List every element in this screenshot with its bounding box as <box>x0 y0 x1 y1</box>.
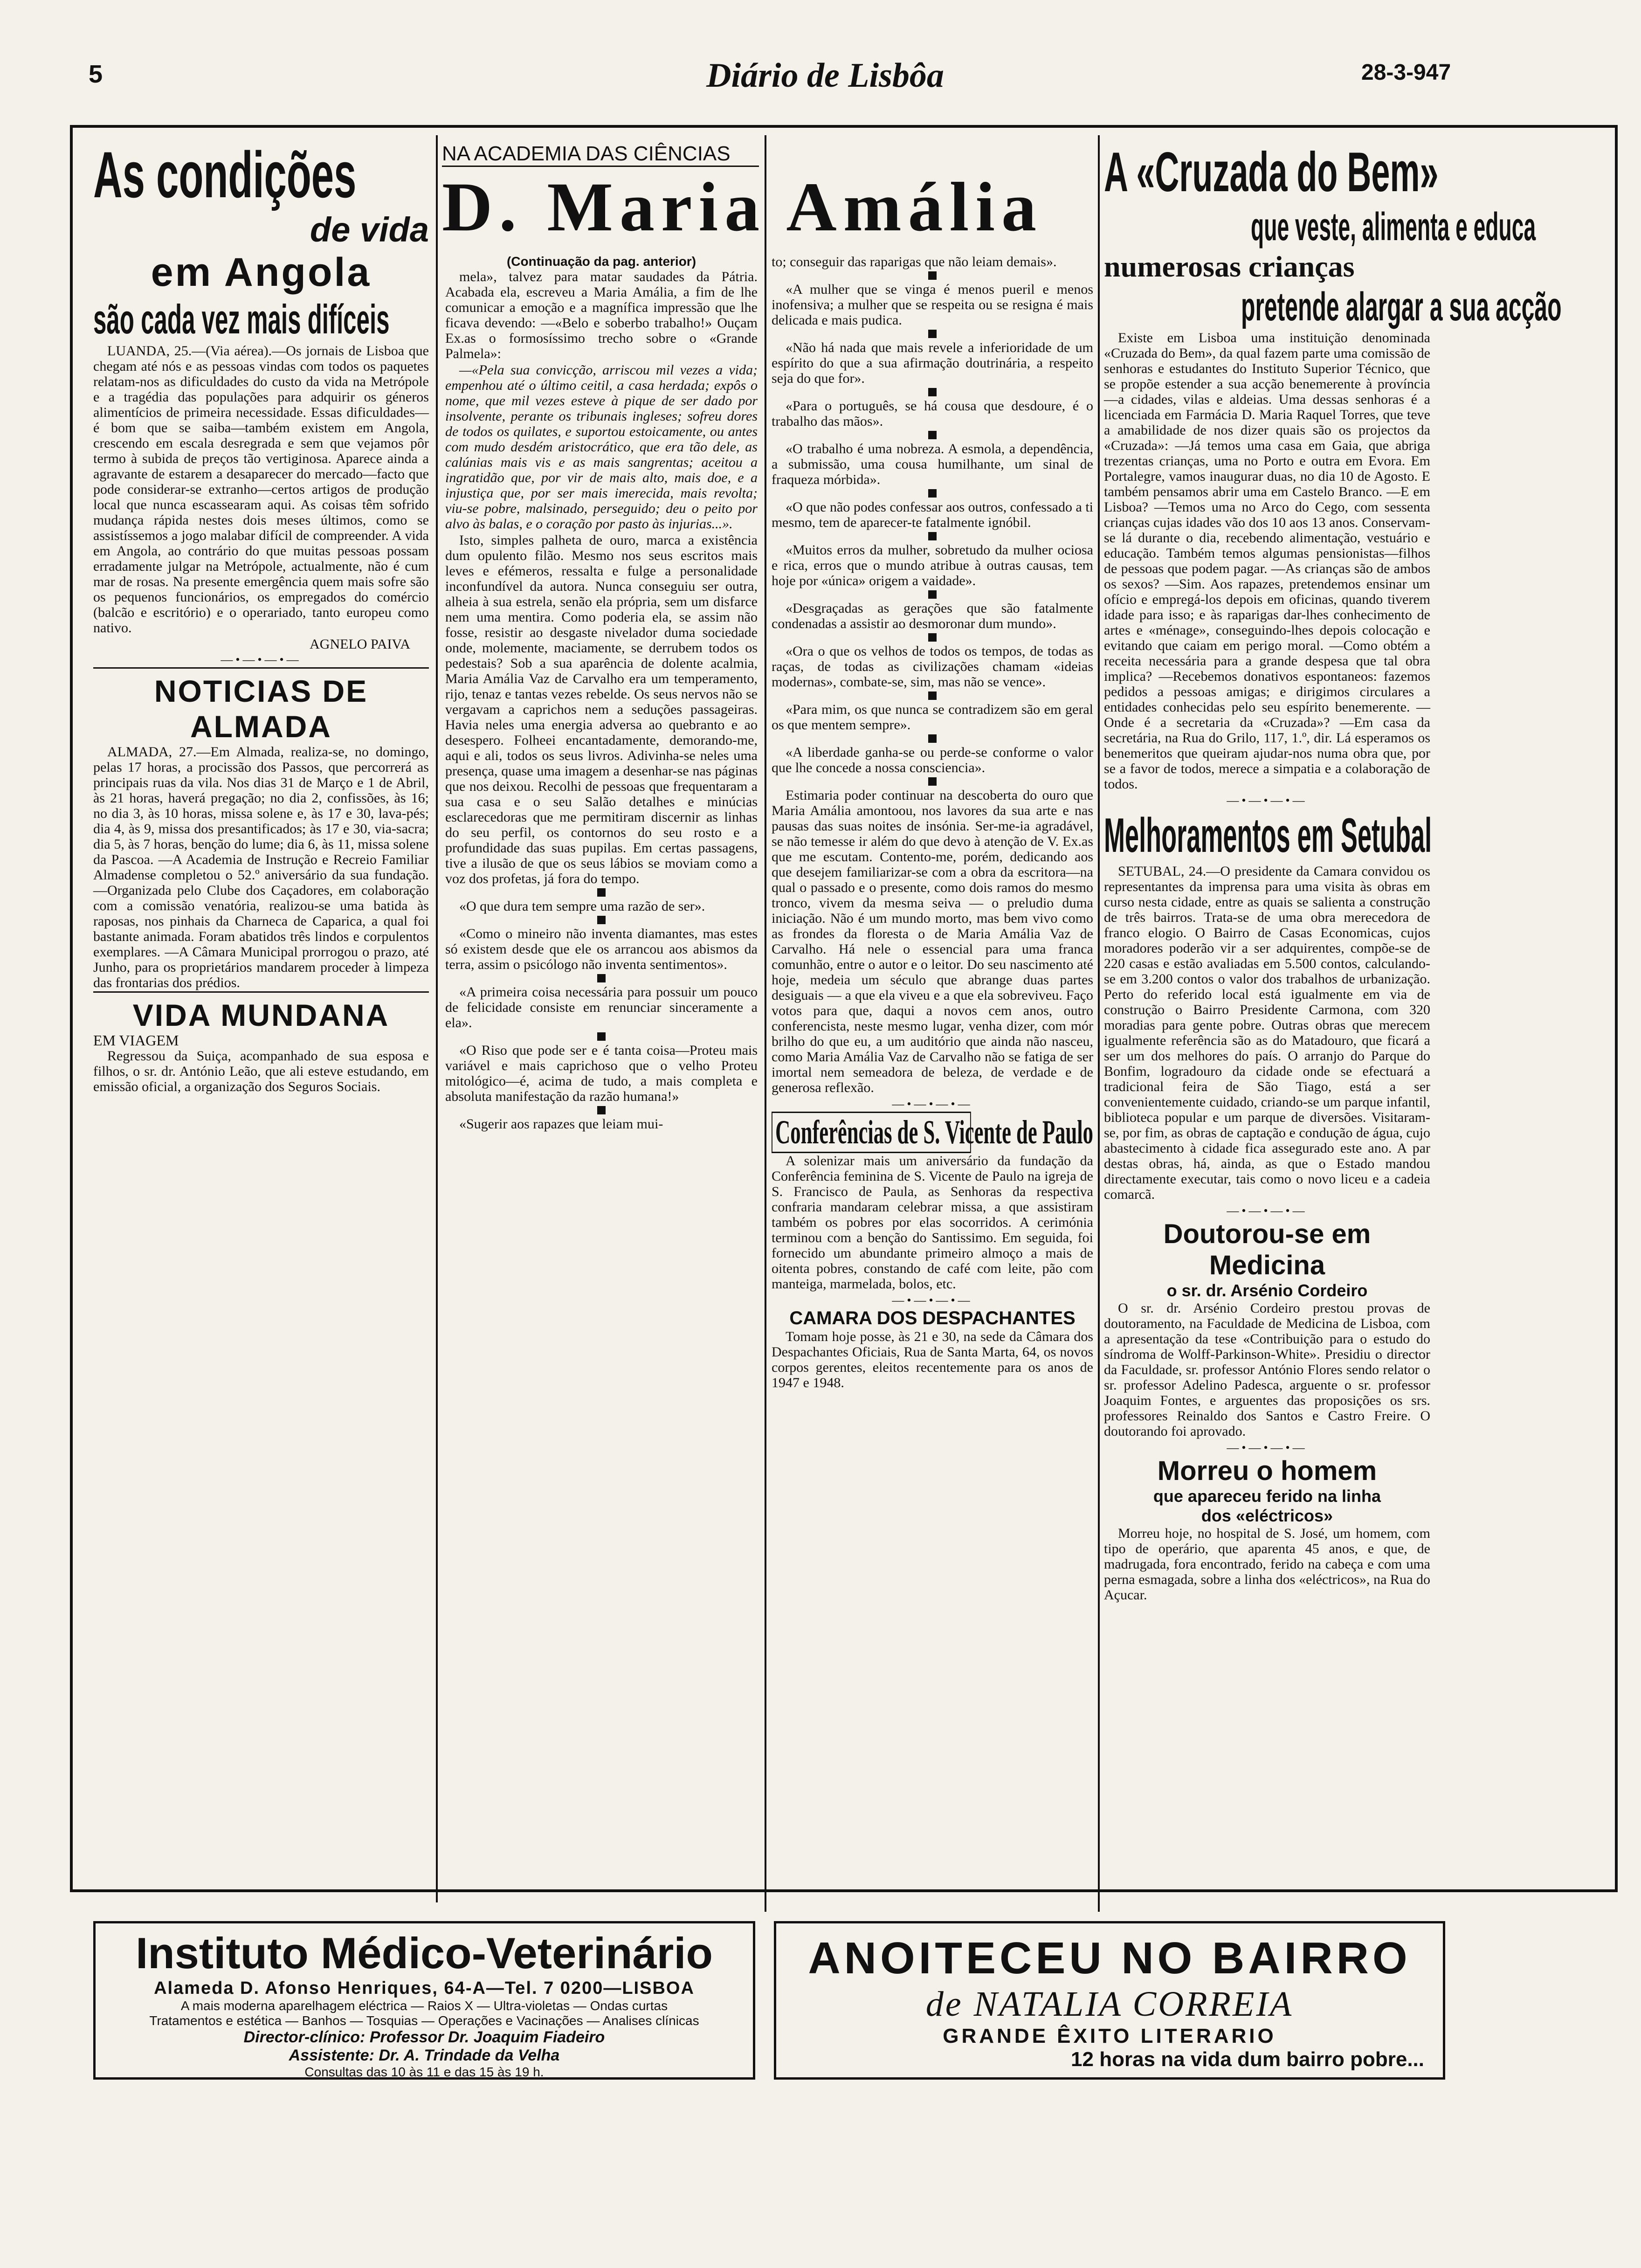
bullet-icon <box>928 590 937 599</box>
ad-director: Director-clínico: Professor Dr. Joaquim Fiadeiro <box>243 2028 605 2046</box>
issue-date: 28-3-947 <box>1361 60 1451 85</box>
ornament: —•—•—•— <box>892 1097 973 1111</box>
ornament: —•—•—•— <box>221 653 302 666</box>
article-body: ALMADA, 27.—Em Almada, realiza-se, no domingo, pelas 17 horas, a procissão dos Passos, que percorrerá as principais ruas da vila. Nos dias 31 de Março e 1 de Abril, às 21 horas, haverá pregação; no dia 2, confissões, às 16; no dia 3, às 10 horas, missa solene e, às 17 e 30, lava-pés; dia 4, às 9, missa dos presantificados; às 17 e 30, via-sacra; dia 5, às 7 horas, benção do lume; dia 6, às 11, missa solene da Pascoa. —A Academia de Instrução e Recreio Familiar Almadense completou o 52.º aniversário da sua fundação. —Organizada pelo Clube dos Caçadores, em colaboração com a comissão venatória, realizou-se uma batida às raposas, nos pinhais da Charneca de Caparica, a qual foi bastante animada. Foram abatidos três lindos e corpulentos exemplares. —A Câmara Municipal prorrogou o prazo, até Junho, para os proprietários mandarem proceder à limpeza das frontarias dos prédios. <box>93 744 429 990</box>
bullet-icon <box>928 532 937 540</box>
headline-pretende: pretende alargar a sua acção <box>1241 284 1562 329</box>
article-body: O sr. dr. Arsénio Cordeiro prestou provas de doutoramento, na Faculdade de Medicina de Lisboa, com a apresentação da tese «Contribuição para o estudo do síndroma de Wolff-Parkinson-White». Presidiu o director da Faculdade, sr. professor António Flores sendo relator o sr. professor Adelino Padesca, arguente o sr. professor Joaquim Fontes, e arguentes das proposições os srs. professores Reinaldo dos Santos e Castro Freire. O doutorando foi aprovado. <box>1104 1300 1430 1439</box>
bullet-icon <box>928 388 937 396</box>
section-head-almada: NOTICIAS DE ALMADA <box>93 667 429 744</box>
article-quote: «Ora o que os velhos de todos os tempos, de todas as raças, de todas as civilizações chamam «ideias modernas», combate-se, sim, mas não se vence». <box>772 643 1093 690</box>
headline-veste: que veste, alimenta e educa <box>1251 205 1536 249</box>
headline-cruzada: A «Cruzada do Bem» <box>1104 141 1439 203</box>
column-divider <box>765 135 766 1912</box>
ad-author: de NATALIA CORREIA <box>925 1984 1294 2024</box>
subhead-cordeiro: o sr. dr. Arsénio Cordeiro <box>1166 1281 1368 1300</box>
ad-anoiteceu <box>774 1921 1445 2080</box>
article-quote: «Como o mineiro não inventa diamantes, mas estes só existem desde que ele os arrancou aos abismos da terra, assim o psicólogo não inventa sentimentos». <box>445 926 758 972</box>
column-angola <box>93 140 429 1902</box>
article-quote: «A liberdade ganha-se ou perde-se conforme o valor que lhe concede a nossa consciencia». <box>772 745 1093 775</box>
article-body: Isto, simples palheta de ouro, marca a existência dum opulento filão. Mesmo nos seus escritos mais leves e efémeros, ressalta e fulge a personalidade inconfundível da autora. Nunca conseguiu ser outra, alheia à sua estrela, senão ela própria, sem um disfarce nem uma mentira. Como poderia ela, se assim não fosse, resistir ao desgaste nivelador duma sociedade onde, molemente, maciamente, se derrubem todos os pedestais? Sob a sua aparência de dolente acalmia, Maria Amália Vaz de Carvalho era um temperamento, rijo, tenaz e tantas vezes rebelde. Os seus nervos não se vergavam a caprichos nem a seduções passageiras. Havia neles uma energia adversa ao quebranto e ao desespero. Folheei encantadamente, demorando-me, aqui e ali, todos os seus livros. Adivinha-se neles uma presença, quase uma imagem a desenhar-se nas páginas que nos deixou. Recolhi de pessoas que frequentaram a sua casa e o seu Salão detalhes e minúcias esclarecedoras que me permitiram discernir as linhas do seu perfil, os contornos do seu rosto e a profundidade das suas pupilas. Em certas passagens, tive a ilusão de que os seus lábios se moviam como a voz dos profetas, já fora do tempo. <box>445 532 758 886</box>
newspaper-masthead: Diário de Lisbôa <box>706 56 944 95</box>
article-body: Regressou da Suiça, acompanhado de sua esposa e filhos, o sr. dr. António Leão, que ali esteve estudando, em emissão oficial, a organização dos Seguros Sociais. <box>93 1048 429 1094</box>
article-quote: «Sugerir aos rapazes que leiam mui- <box>459 1116 663 1132</box>
article-body: mela», talvez para matar saudades da Pátria. Acabada ela, escreveu a Maria Amália, a fim de lhe comunicar a emoção e a magnífica impressão que lhe ficava devendo: —«Belo e soberbo trabalho!» Ouçam Ex.as o formosíssimo trecho sobre o «Grande Palmela»: <box>445 269 758 361</box>
subhead-electricos: dos «eléctricos» <box>1201 1506 1333 1525</box>
ornament: —•—•—•— <box>1227 1441 1308 1454</box>
article-quote: —«Pela sua convicção, arriscou mil vezes a vida; empenhou até o último ceitil, a casa herdada; expôs o nome, que mil vezes esteve à pique de ser dado por insolvente, perante os tribunais ingleses; sofreu dores de todos os quilates, e suportou estoicamente, ou antes com mudo desdém aristocrático, que era tão dele, as calúnias mais vis e as mais sangrentas; aceitou a ingratidão que, por vir de mais alto, mais doe, e a injustiça que, por ser mais imerecida, mais revolta; viu-se pobre, malsinado, perseguido; deu o peito por alvo às balas, e o coração por pasto às injurias...». <box>445 362 758 532</box>
article-quote: «Para mim, os que nunca se contradizem são em geral os que mentem sempre». <box>772 702 1093 733</box>
headline-criancas: numerosas crianças <box>1104 250 1355 283</box>
bullet-icon <box>928 633 937 642</box>
ad-title: Instituto Médico-Veterinário <box>136 1929 713 1978</box>
ad-line: A mais moderna aparelhagem eléctrica — Raios X — Ultra-violetas — Ondas curtas <box>180 1998 668 2013</box>
article-quote: «A primeira coisa necessária para possuir um pouco de felicidade consiste em renunciar sinceramente a ela». <box>445 984 758 1030</box>
article-quote: «O trabalho é uma nobreza. A esmola, a dependência, a submissão, uma cousa humilhante, um sinal de fraqueza mórbida». <box>772 441 1093 487</box>
headline-maria-amalia: D. Maria Amália <box>442 168 1043 246</box>
headline-angola: em Angola <box>151 250 372 295</box>
ornament: —•—•—•— <box>892 1293 973 1307</box>
ad-line: Tratamentos e estética — Banhos — Tosquias — Operações e Vacinações — Analises clínicas <box>149 2013 699 2028</box>
ad-title: ANOITECEU NO BAIRRO <box>808 1933 1411 1983</box>
article-body: Existe em Lisboa uma instituição denominada «Cruzada do Bem», da qual fazem parte uma comissão de senhoras e estudantes do Instituto Superior Técnico, que se propõe estender a sua acção benemerente à província —a cidades, vilas e aldeias. Uma dessas senhoras é a licenciada em Farmácia D. Maria Raquel Torres, que teve a amabilidade de nos dizer quais são os projectos da «Cruzada»: —Já temos uma casa em Gaia, que abriga trezentas crianças, uma no Porto e outra em Evora. Em Portalegre, vamos inaugurar duas, no dia 10 de Agosto. E também pensamos abrir uma em Castelo Branco. —E em Lisboa? —Temos uma no Arco do Cego, com sessenta crianças cujas idades vão dos 10 aos 13 anos. Conservam-se lá durante o dia, recebendo alimentação, vestuário e educação. Também temos algumas pensionistas—filhos de pessoas que podem pagar. —As crianças são de ambos os sexos? —Sim. Aos rapazes, pretendemos ensinar um ofício e empregá-los depois em oficinas, quando tiverem idade para isso; e às raparigas dar-lhes conhecimento de artes e «ménage», conseguindo-lhes depois colocação e evitando que caiam em perigo moral. —Como obtém a receita necessária para a grande despesa que tal obra implica? —Recebemos donativos espontaneos: fazemos pedidos a pessoas amigas; e dirigimos circulares a entidades conhecidas pelo seu espírito benemerente. —Onde é a secretaria da «Cruzada»? —Em casa da secretária, na Rua do Grilo, 117, 1.º, dir. Lá esperamos os benemeritos que queiram ajudar-nos numa obra que, por se a favor de todos, merece a simpatia e a colaboração de todos. <box>1104 330 1430 792</box>
section-subhead: EM VIAGEM <box>93 1032 179 1049</box>
ornament: —•—•—•— <box>1227 794 1308 807</box>
article-body: Morreu hoje, no hospital de S. José, um homem, com tipo de operário, que aparenta 45 anos, e que, de madrugada, fora encontrado, ferido na cabeça e com uma perna esmagada, sobre a linha dos «eléctricos», na Rua do Açucar. <box>1104 1526 1430 1603</box>
headline-conferencias: Conferências de S. Vicente de Paulo <box>772 1112 971 1153</box>
bullet-icon <box>597 1106 606 1114</box>
ad-tag: GRANDE ÊXITO LITERARIO <box>943 2025 1276 2047</box>
bullet-icon <box>597 888 606 897</box>
article-quote: «Muitos erros da mulher, sobretudo da mulher ociosa e rica, erros que o mundo atribue à outras causas, tem hoje por «única» origem a vaidade». <box>772 542 1093 588</box>
article-quote: «O que dura tem sempre uma razão de ser». <box>459 899 705 914</box>
bullet-icon <box>928 777 937 786</box>
headline-dificeis: são cada vez mais difíceis <box>93 296 390 342</box>
section-head-mundana: VIDA MUNDANA <box>93 991 429 1033</box>
bullet-icon <box>597 974 606 982</box>
article-body: Estimaria poder continuar na descoberta do ouro que Maria Amália amontoou, nos lavores da sua arte e nas pausas das suas noites de insónia. Ser-me-ia agradável, se não temesse ir além do que devo à atenção de V. Ex.as que me escutam. Contento-me, porém, dedicando aos que desejem familiarizar-se com a obra da escritora—na qual o passado e o presente, como dois ramos do mesmo tronco, vivem da mesma seiva — o preludio duma iniciação. Não é um mundo morto, mas bem vivo como as frondes da floresta o de Maria Amália Vaz de Carvalho. Há nele o essencial para uma franca comunhão, entre o autor e o leitor. Do seu nascimento até hoje, medeia um século que abrange duas partes desiguais — a que ela viveu e a que ela sobreviveu. Faço votos para que, daqui a novos cem anos, outro conferencista, neste mesmo lugar, venha dizer, com mór brilho do que eu, a um auditório que ainda não nasceu, como Maria Amália Vaz de Carvalho não se fatiga de ser imortal nem semeadora de beleza, de verdade e de generosa reflexão. <box>772 788 1093 1095</box>
ad-hours: Consultas das 10 às 11 e das 15 às 19 h. <box>304 2065 544 2079</box>
page-number: 5 <box>89 60 103 88</box>
continuation-note: (Continuação da pag. anterior) <box>506 254 696 269</box>
article-body: LUANDA, 25.—(Via aérea).—Os jornais de Lisboa que chegam até nós e as pessoas vindas com todos os paquetes relatam-nos as dificuldades do custo da vida na Metrópole e a tragédia das populações para adquirir os géneros alimentícios de primeira necessidade. Essas dificuldades—é bom que se saiba—também existem em Angola, crescendo em escala desregrada e sem que vejamos pôr termo à subida de preços tão vertiginosa. Aparece ainda a agravante de estarem a desaparecer do mercado—facto que pode considerar-se extranho—certos artigos de produção local que nunca escassearam aqui. As coisas têm sofrido mudança rápida nestes dois meses últimos, como se assistíssemos a jogo malabar difícil de compreender. A vida em Angola, ao contrário do que muitas pessoas possam erradamente julgar na Metrópole, actualmente, não é cum mar de rosas. Na presente emergência quem mais sofre são os pequenos funcionários, os empregados do comércio (balcão e escritório) e o operariado, tanto europeu como nativo. <box>93 343 429 636</box>
ad-assistant: Assistente: Dr. A. Trindade da Velha <box>289 2047 560 2064</box>
article-quote: «O Riso que pode ser e é tanta coisa—Proteu mais variável e mais caprichoso que o velho Proteu mitológico—é, acima de tudo, a mais completa e absoluta manifestação da razão humana!» <box>445 1043 758 1104</box>
ad-tagline: 12 horas na vida dum bairro pobre... <box>1071 2048 1424 2071</box>
bullet-icon <box>928 489 937 498</box>
article-quote: «Para o português, se há cousa que desdoure, é o trabalho das mãos». <box>772 398 1093 429</box>
article-body: SETUBAL, 24.—O presidente da Camara convidou os representantes da imprensa para uma visita às obras em curso nesta cidade, entre as quais se salienta a construção de três bairros. Trata-se de uma obra merecedora de franco elogio. O Bairro de Casas Economicas, cujos moradores poderão vir a ser adquirentes, compõe-se de 220 casas e estão avaliadas em 5.500 contos, calculando-se em 3.200 contos o valor dos trabalhos de urbanização. Perto do referido local está igualmente em via de construção o Bairro Presidente Carmona, com 320 moradias para gente pobre. Outras obras que merecem igualmente referência são as do Matadouro, que ficará a ser um dos melhores do país. O arranjo do Parque do Bonfim, logradouro da cidade onde se efectuará a tradicional feira de São Tiago, está a ser convenientemente cuidado, criando-se um parque infantil, biblioteca popular e um parque de diversões. Visitaram-se, por fim, as obras de captação e condução de água, cujo abastecimento à cidade fica assegurado este ano. A par destas obras, há, ainda, as que o Estado mandou directamente executar, tais como o novo liceu e a cadeia comarcã. <box>1104 864 1430 1202</box>
column-maria-amalia-cont <box>772 254 1093 1900</box>
article-quote: «O que não podes confessar aos outros, confessado a ti mesmo, tem de aparecer-te fatalmente ignóbil. <box>772 499 1093 530</box>
bullet-icon <box>928 691 937 700</box>
bullet-icon <box>928 271 937 280</box>
headline-melhoramentos: Melhoramentos em Setubal <box>1104 809 1432 863</box>
ad-instituto-veterinario <box>93 1921 755 2080</box>
bullet-icon <box>928 431 937 439</box>
article-body: to; conseguir das raparigas que não leiam demais». <box>772 254 1057 270</box>
headline-camara: CAMARA DOS DESPACHANTES <box>789 1308 1076 1328</box>
headline-de-vida: de vida <box>310 210 429 249</box>
bullet-icon <box>597 916 606 924</box>
headline-doutorou: Doutorou-se em Medicina <box>1163 1219 1371 1280</box>
article-quote: «Não há nada que mais revele a inferioridade de um espírito do que a sua afirmação doutrinária, a respeito seja do que for». <box>772 340 1093 386</box>
bullet-icon <box>928 330 937 338</box>
column-cruzada <box>1104 140 1562 1902</box>
ad-address: Alameda D. Afonso Henriques, 64-A—Tel. 7 0200—LISBOA <box>154 1978 695 1998</box>
ornament: —•—•—•— <box>1227 1204 1308 1217</box>
bullet-icon <box>597 1032 606 1041</box>
column-maria-amalia <box>445 254 758 1900</box>
column-divider <box>436 135 438 1902</box>
kicker-academia: NA ACADEMIA DAS CIÊNCIAS <box>442 142 759 167</box>
article-quote: «A mulher que se vinga é menos pueril e menos inofensiva; a mulher que se respeita ou se resigna é mais delicada e mais pudica. <box>772 282 1093 328</box>
subhead-ferido: que apareceu ferido na linha <box>1153 1487 1381 1506</box>
headline-condicoes: As condições <box>93 138 357 211</box>
column-divider <box>1098 135 1100 1912</box>
article-body: A solenizar mais um aniversário da fundação da Conferência feminina de S. Vicente de Paulo na igreja de S. Francisco de Paula, as Senhoras da respectiva confraria mandaram celebrar missa, a que assistiram também os pobres por elas socorridos. A cerimónia terminou com a benção do Santissimo. Em seguida, foi fornecido um abundante primeiro almoço a mais de oitenta pobres, constando de café com leite, pão com manteiga, marmelada, bolos, etc. <box>772 1153 1093 1292</box>
byline: AGNELO PAIVA <box>310 636 410 652</box>
headline-morreu: Morreu o homem <box>1157 1456 1377 1486</box>
article-quote: «Desgraçadas as gerações que são fatalmente condenadas a assistir ao desmoronar dum mundo». <box>772 601 1093 631</box>
article-body: Tomam hoje posse, às 21 e 30, na sede da Câmara dos Despachantes Oficiais, Rua de Santa Marta, 64, os novos corpos gerentes, eleitos recentemente para os anos de 1947 e 1948. <box>772 1329 1093 1390</box>
bullet-icon <box>928 734 937 743</box>
